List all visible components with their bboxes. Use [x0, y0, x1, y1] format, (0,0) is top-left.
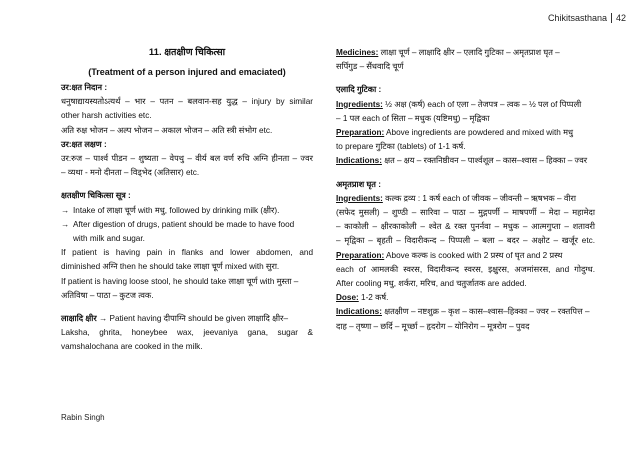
- medicines-line: Medicines: लाक्षा चूर्ण – लाक्षादि क्षीर – एलादि गुटिका – अमृतप्राश घृत –: [336, 48, 560, 57]
- chapter-subtitle: (Treatment of a person injured and emaciated): [88, 67, 286, 77]
- ksheer-heading: लाक्षादि क्षीर →: [61, 314, 110, 324]
- cause-line: धनुषाद्यायस्यतोऽत्यर्थं – भार – पतन – बलवान-सह युद्ध – injury by similar: [61, 97, 313, 107]
- eladi-heading: एलादि गुटिका :: [336, 85, 382, 95]
- sutra-line: If patient is having loose stool, he should take लाक्षा चूर्ण with मुस्ता –: [61, 276, 299, 286]
- ksheer-line: Laksha, ghrita, honeybee wax, jeevaniya gana, sugar &: [61, 328, 313, 338]
- symptom-heading: उर:क्षत लक्षण :: [61, 139, 107, 149]
- header-divider: [611, 13, 612, 23]
- right-column: [336, 46, 595, 334]
- sutra-line: अतिविषा – पाठा – कुटज त्वक.: [61, 290, 154, 300]
- sutra-heading: क्षतक्षीण चिकित्सा सूत्र :: [61, 191, 131, 201]
- cause-line: अति रुक्ष भोजन – अल्प भोजन – अकाल भोजन – अति स्त्री संभोग etc.: [61, 125, 273, 135]
- amrit-ingredients-line: (सफेद मुसली) – शुण्ठी – सारिवा – पाठा – मुद्गपर्णी – माषपर्णी – मेदा – महामेदा: [336, 208, 595, 218]
- chapter-title: 11. क्षतक्षीण चिकित्सा: [148, 47, 226, 58]
- page-header: [548, 13, 626, 23]
- sutra-line: diminished अग्नि then he should take लाक्षा चूर्ण mixed with सुरा.: [61, 262, 280, 272]
- amrit-dose: Dose: 1-2 कर्ष.: [336, 293, 389, 303]
- cause-heading: उर:क्षत निदान :: [61, 83, 108, 92]
- amrit-indications-line: दाह – तृष्णा – छर्दि – मूर्च्छा – हृदरोग – योनिरोग – मूत्ररोग – पुवद: [336, 321, 530, 331]
- amrit-indications: Indications: क्षतक्षीण – नष्टशुक्र – कृश – कास–श्वास–हिक्का – ज्वर – रक्तपित्त –: [336, 307, 590, 317]
- cause-line: other harsh activities etc.: [61, 111, 152, 121]
- ksheer-line: लाक्षादि क्षीर → Patient having दीपाग्नि should be given लाक्षादि क्षीर–: [61, 314, 289, 324]
- sutra-bullet: → Intake of लाक्षा चूर्ण with मधु, followed by drinking milk (क्षीर).: [61, 204, 313, 218]
- amrit-ingredients-line: – काकोली – क्षीरकाकोली – श्वेत & रक्त पुनर्नवा – मधुक – आत्मगुप्ता – शतावरी: [336, 222, 595, 232]
- eladi-preparation: Preparation: Above ingredients are powdered and mixed with मधु: [336, 128, 574, 138]
- sutra-bullet: → After digestion of drugs, patient should be made to have food: [61, 218, 313, 232]
- amrit-heading: अमृतप्राश घृत :: [336, 179, 381, 189]
- medicines-label: Medicines:: [336, 48, 379, 57]
- amrit-ingredients-line: – मृद्विका – बृहती – विदारीकन्द – पिप्पली – बला – बदर – अक्षोट – खर्जूर etc.: [336, 236, 595, 246]
- amrit-preparation: Preparation: Above कल्क is cooked with 2 प्रस्थ of घृत and 2 प्रस्थ: [336, 250, 563, 260]
- ksheer-line: vamshalochana are cooked in the milk.: [61, 342, 203, 352]
- section-title: Chikitsasthana: [547, 13, 607, 23]
- page-number: 42: [615, 13, 626, 23]
- symptom-line: – व्यथा - मनो दीनता – विड्भेद (अतिसार) etc.: [61, 168, 200, 178]
- author-footer: Rabin Singh: [61, 413, 105, 422]
- eladi-ingredients: Ingredients: ½ अक्ष (कर्ष) each of एला – तेजपत्र – त्वक – ½ पल of पिप्पली: [336, 99, 582, 109]
- left-column: [61, 46, 313, 355]
- sutra-line: with milk and sugar.: [73, 234, 145, 244]
- amrit-ingredients: Ingredients: कल्क द्रव्य : 1 कर्ष each of जीवक – जीवन्ती – ऋषभक – वीरा: [336, 193, 576, 203]
- medicines-line: सर्पिगुड – सैंधवादि चूर्ण: [336, 62, 404, 72]
- symptom-line: उर:रुज – पार्श्व पीडन – शुष्यता – वेपथु – वीर्य बल वर्ण रुचि अग्नि हीनता – ज्वर: [61, 154, 313, 164]
- eladi-indications: Indications: क्षत – क्षय – रक्तनिष्ठीवन – पार्श्वशूल – कास–श्वास – हिक्का – ज्वर: [336, 156, 588, 166]
- amrit-preparation-line: each of आमलकी स्वरस, विदारीकन्द स्वरस, इक्षुरस, अजमांसरस, and गोदुग्ध.: [336, 264, 595, 274]
- eladi-ingredients-line: – 1 पल each of सिता – मधुक (यष्टिमधु) – मृद्विका: [336, 113, 490, 123]
- sutra-line: If patient is having pain in flanks and lower abdomen, and: [61, 248, 313, 258]
- eladi-preparation-line: to prepare गुटिका (tablets) of 1-1 कर्ष.: [336, 142, 466, 152]
- amrit-preparation-line: After cooling मधु, शर्करा, मरिच, and चतुर्जातक are added.: [336, 279, 527, 289]
